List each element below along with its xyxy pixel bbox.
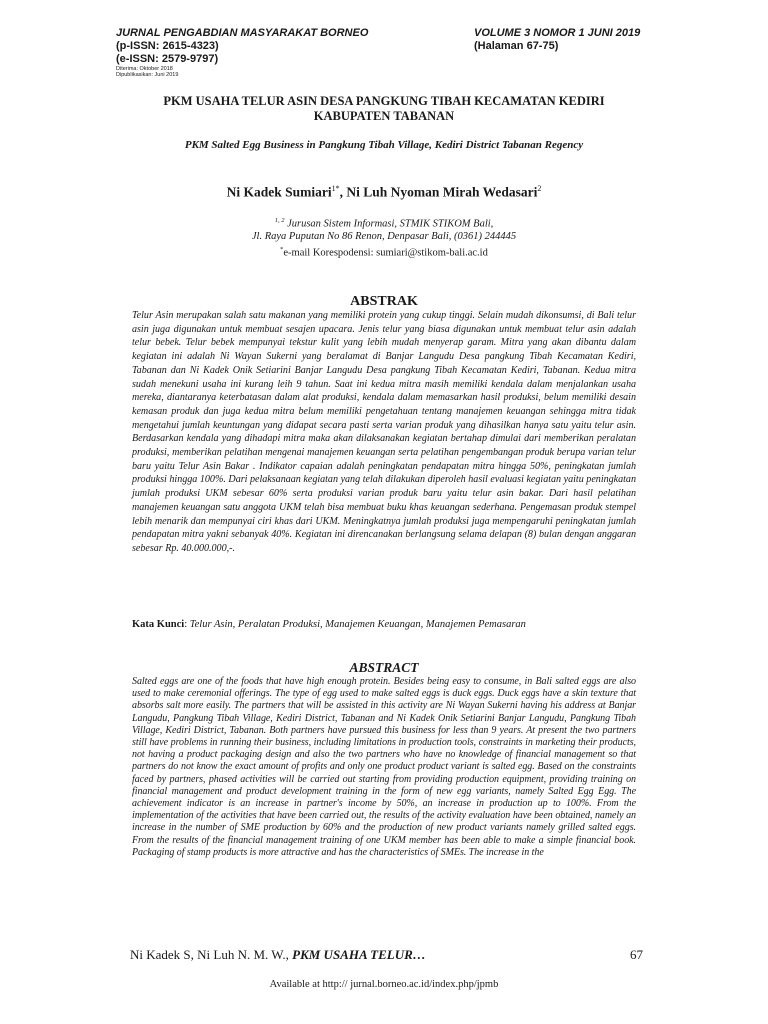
journal-header-right — [474, 27, 674, 53]
affiliation-block — [100, 215, 668, 260]
paper-title-line-1: PKM USAHA TELUR ASIN DESA PANGKUNG TIBAH KECAMATAN KEDIRI — [163, 94, 605, 108]
corresponding-email: e-mail Korespodensi: sumiari@stikom-bali.ac.id — [283, 247, 488, 258]
received-date: Diterima: Oktober 2018 — [116, 66, 173, 72]
journal-name: JURNAL PENGABDIAN MASYARAKAT BORNEO — [116, 27, 369, 39]
keywords-line — [132, 619, 652, 630]
journal-header-left — [116, 27, 446, 78]
footer-authors: Ni Kadek S, Ni Luh N. M. W., — [130, 947, 293, 962]
paper-title-line-2: KABUPATEN TABANAN — [313, 109, 455, 123]
abstract-heading: ABSTRACT — [349, 660, 419, 675]
volume-info: VOLUME 3 NOMOR 1 JUNI 2019 — [474, 27, 641, 39]
keywords-label: Kata Kunci — [132, 619, 185, 630]
published-date: Dipublikasikan: Juni 2019 — [116, 72, 179, 78]
affiliation-institution: Jurusan Sistem Informasi, STMIK STIKOM Bali, — [284, 218, 494, 230]
paper-subtitle-english: PKM Salted Egg Business in Pangkung Tibah Village, Kediri District Tabanan Regency — [184, 139, 584, 151]
availability-url: Available at http:// jurnal.borneo.ac.id/index.php/jpmb — [269, 979, 499, 990]
page-range: (Halaman 67-75) — [474, 40, 559, 52]
abstract-body: Salted eggs are one of the foods that have high enough protein. Besides being easy to consume, in Bali salted eggs are also used to make ceremonial offerings. The type of egg used to make salted eggs is duck eggs. Duck eggs have a skin texture that absorbs salt more easily. The partners that will be assisted in this activity are Ni Wayan Sukerni having his address at Banjar Langudu, Pangkung Tibah Village, Kediri District, Tabanan and Ni Kadek Onik Setiarini Banjar Langudu, Pangkung Tibah Village, Kediri District, Tabanan. Both partners have pursued this business for less than 9 years. At present the two partners still have problems in running their business, including limitations in production tools, constraints in marketing their products, not having a product packaging design and also the two partners who have no knowledge of financial management so that partners do not know the exact amount of profits and only one product product variant is salted egg. Based on the constraints faced by partners, phased activities will be carried out starting from providing production equipment, providing training on financial management and product development training in the form of new egg variants, namely Salted Egg Egg. The achievement indicator is an increase in partner's income by 50%, an increase in production up to 100%. From the implementation of the activities that have been carried out, the results of the activity evaluation have been obtained, namely an increase in the number of SME production by 60% and the production of new product variants namely grilled salted eggs. From the results of the financial management training of one UKM member has been able to make a simple financial book. Packaging of stamp products is more attractive and has the characteristics of SMEs. The increase in the — [132, 676, 636, 858]
keywords-separator: : — [184, 619, 190, 630]
footer-title: PKM USAHA TELUR… — [292, 947, 426, 962]
paper-title — [100, 94, 668, 124]
author-separator: , — [339, 184, 347, 200]
running-footer — [130, 947, 426, 963]
author-list — [100, 184, 668, 201]
print-issn: (p-ISSN: 2615-4323) — [116, 40, 219, 52]
author-1-marker: 1* — [331, 184, 340, 193]
author-2: Ni Luh Nyoman Mirah Wedasari — [346, 184, 538, 200]
abstrak-heading: ABSTRAK — [350, 294, 418, 309]
keywords-values: Telur Asin, Peralatan Produksi, Manajemen Keuangan, Manajemen Pemasaran — [189, 619, 526, 630]
author-2-marker: 2 — [537, 184, 542, 193]
corresponding-marker: * — [280, 245, 284, 253]
affiliation-marker: 1, 2 — [274, 217, 285, 224]
electronic-issn: (e-ISSN: 2579-9797) — [116, 53, 219, 65]
page-number: 67 — [630, 947, 643, 962]
affiliation-address: Jl. Raya Puputan No 86 Renon, Denpasar Bali, (0361) 244445 — [251, 231, 517, 242]
affiliation-line-1 — [100, 215, 668, 231]
affiliation-email-line — [100, 244, 668, 260]
abstrak-body: Telur Asin merupakan salah satu makanan yang memiliki protein yang cukup tinggi. Selain mudah dikonsumsi, di Bali telur asin juga digunakan untuk membuat sesajen upacara. Jenis telur yang biasa digunakan untuk membuat telur asin adalah telur bebek. Telur bebek mempunyai tekstur kulit yang lebih mudah menyerap garam. Mitra yang akan dibantu dalam kegiatan ini adalah Ni Wayan Sukerni yang beralamat di Banjar Langudu Desa pangkung Tibah Kecamatan Kediri, Tabanan dan Ni Kadek Onik Setiarini Banjar Langudu Desa pangkung Tibah Kecamatan Kediri, Tabanan. Kedua mitra sudah menekuni usaha ini kurang leih 9 tahun. Saat ini kedua mitra masih memiliki kendala dalam menjalankan usaha mereka, diantaranya keterbatasan dalam alat produksi, kendala dalam memasarkan hasil produksi, belum memiliki desain kemasan produk dan juga kedua mitra belum memiliki pengetahuan tentang manajemen keuangan sehingga mitra tidak mengetahui jumlah keuntungan yang didapat secara pasti serta varian produk yang dihasilkan hanya satu yaitu telur asin. Berdasarkan kendala yang dihadapi mitra maka akan dilaksanakan kegiatan bertahap dimulai dari memberikan peralatan produksi, memberikan pelatihan mengenai manajemen keuangan serta pelatihan pengembangan produk berupa varian telur baru yaitu Telur Asin Bakar . Indikator capaian adalah peningkatan pendapatan mitra hingga 50%, peningkatan jumlah produksi hingga 100%. Dari pelaksanaan kegiatan yang telah dilakukan diperoleh hasil evaluasi kegiatan yaitu peningkatan jumlah produksi UKM sebesar 60% serta produksi varian produk baru yaitu telur asin bakar. Dari hasil pelatihan manajemen keuangan satu anggota UKM telah bisa membuat buku khas keuangan sederhana. Pengemasan produk stempel lebih menarik dan mempunyai ciri khas dari UKM. Meningkatnya jumlah produksi juga mempengaruhi peningkatan jumlah pendapatan mitra yakni sebanyak 40%. Kegiatan ini direncanakan berlangsung selama delapan (8) bulan dengan anggaran sebesar Rp. 40.000.000,-. — [132, 310, 636, 554]
author-1: Ni Kadek Sumiari — [226, 184, 332, 200]
